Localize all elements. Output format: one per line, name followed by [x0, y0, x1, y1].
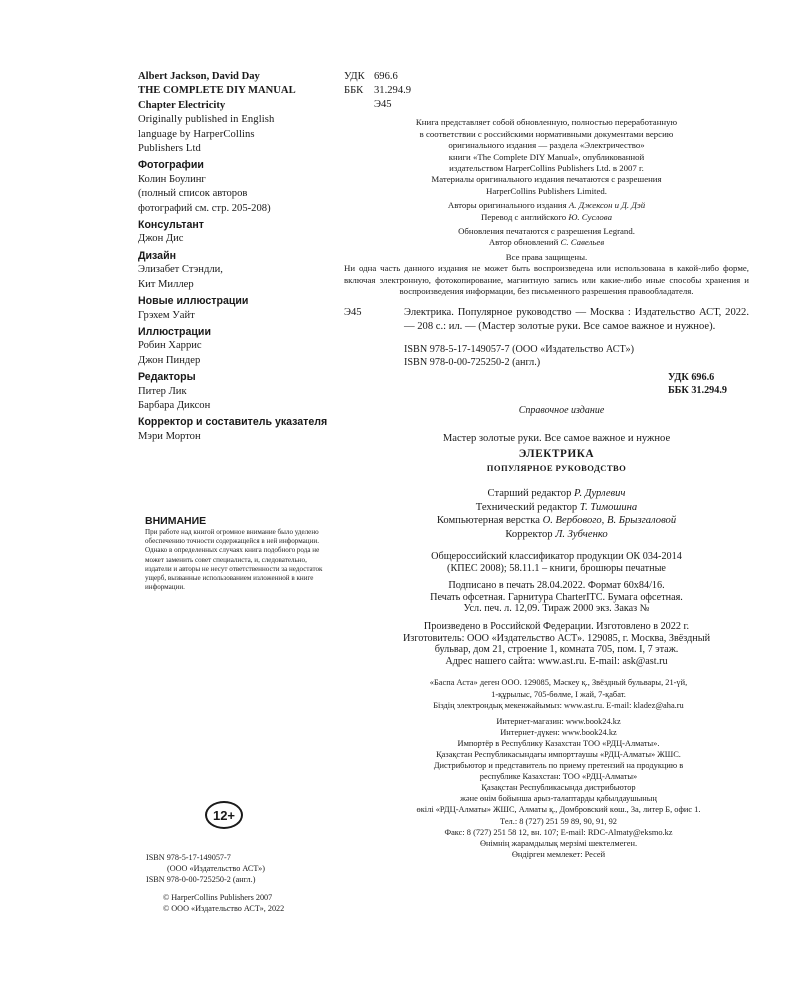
book-title: ЭЛЕКТРИКА: [518, 448, 595, 461]
authors-and-translation: Авторы оригинального издания А. Джексон и Д. Дэй Перевод с английского Ю. Суслова: [447, 200, 646, 222]
rights-text: Ни одна часть данного издания не может быть воспроизведена или использована в какой-либо форме, включая электронную, фотокопирование, магнитную запись или какие-либо иные способы хранения и воспроизведения информации, без письменного разрешения правообладателя.: [344, 263, 749, 297]
credit-name: Элизабет Стэндли,: [138, 264, 223, 276]
updates-note: Обновления печатаются с разрешения Legrand. Автор обновлений С. Савельев: [458, 226, 635, 248]
warning-text: При работе над книгой огромное внимание было уделено обеспечению точности содержащейся в ней информации. Однако в определенных случаях книга подобного рода не может заменить совет специалиста, и, следовательно, издатели и авторы не несут ответственности за недостаток ущерб, вызванные использованием изложенной в книге информации.: [145, 528, 323, 592]
credits-column: [138, 70, 328, 446]
credit-illustrations: [138, 325, 328, 368]
kazakhstan-distribution-info: Интернет-магазин: www.book24.kz Интернет-дүкен: www.book24.kz Импортёр в Республику Казахстан ТОО «РДЦ-Алматы». Қазақстан Республикасындағы импорттаушы «РДЦ-Алматы» ЖШС. Дистрибьютор и представитель по приему претензий на продукцию в республике Казахстан: ТОО «РДЦ-Алматы» Қазақстан Республикасында дистрибьютор және өнім бойынша арыз-талаптарды қабылдаушының өкілі «РДЦ-Алматы» ЖШС, Алматы қ., Домбровский көш., 3а, литер Б, офис 1. Тел.: 8 (727) 251 59 89, 90, 91, 92 Факс: 8 (727) 251 58 12, вн. 107; E-mail: RDC-Almaty@eksmo.kz Өнімнің жарамдылық мерзімі шектелмеген. Өндірген мемлекет: Ресей: [416, 716, 701, 859]
credit-name: Джон Пиндер: [138, 354, 201, 366]
credit-photos: [138, 158, 328, 216]
credit-role: Консультант: [138, 219, 204, 232]
credit-name: Грэхем Уайт: [138, 309, 195, 321]
book-description: Книга представляет собой обновленную, полностью переработанную в соответствии с российскими нормативными документами версию оригинального издания — раздела «Электричество» книги «The Complete DIY Manual», опубликованной издательством HarperCollins Publishers Ltd. в 2007 г. Материалы оригинального издания печатаются с разрешения HarperCollins Publishers Limited.: [415, 117, 678, 196]
credit-name: Кит Миллер: [138, 278, 194, 290]
credit-name: Колин Боулинг: [138, 173, 206, 185]
catalog-text: Электрика. Популярное руководство — Москва : Издательство АСТ, 2022. — 208 с.: ил. — (Мастер золотые руки. Все самое важное и нужное).: [404, 307, 749, 333]
rights-block: [344, 252, 749, 298]
credit-proofreader: [138, 415, 328, 444]
editorial-staff: Старший редактор Р. Дурлевич Технический редактор Т. Тимошина Компьютерная верстка О. Вербового, В. Брызгаловой Корректор Л. Зубченко: [436, 488, 677, 540]
warning-title: ВНИМАНИЕ: [145, 515, 207, 527]
credit-role: Иллюстрации: [138, 325, 211, 338]
credit-role: Корректор и составитель указателя: [138, 416, 328, 429]
imprint-column: [344, 70, 749, 860]
manufacturer-details: Произведено в Российской Федерации. Изготовлено в 2022 г. Изготовитель: ООО «Издательство АСТ». 129085, г. Москва, Звёздный бульвар, дом 21, строение 1, комната 705, пом. I, 7 этаж. Адрес нашего сайта: www.ast.ru. E-mail: ask@ast.ru: [402, 621, 711, 667]
credit-name: фотографий см. стр. 205-208): [138, 202, 271, 214]
isbn-right-block: ISBN 978-5-17-149057-7 (ООО «Издательство АСТ») ISBN 978-0-00-725250-2 (англ.): [404, 343, 634, 368]
credit-name: Джон Дис: [138, 233, 184, 245]
credit-role: Новые иллюстрации: [138, 295, 249, 308]
credit-consultant: [138, 218, 328, 247]
series-title: Мастер золотые руки. Все самое важное и нужное: [442, 433, 671, 445]
copyright-block: © HarperCollins Publishers 2007 © ООО «Издательство АСТ», 2022: [163, 893, 285, 913]
credit-editors: [138, 370, 328, 413]
isbn-left-block: ISBN 978-5-17-149057-7 (ООО «Издательство АСТ») ISBN 978-0-00-725250-2 (англ.): [146, 853, 265, 884]
kazakh-publisher-info: «Баспа Аста» деген ООО. 129085, Мәскеу қ., Звёздный бульвары, 21-үй, 1-құрылыс, 705-бөлме, I жай, 7-қабат. Біздің электрондық мекенжайымыз: www.ast.ru. E-mail: kladez@aha.ru: [429, 678, 688, 710]
credit-name: Мэри Мортон: [138, 430, 201, 442]
catalog-code: Э45: [344, 307, 362, 319]
credit-role: Дизайн: [138, 249, 176, 262]
credit-new-illustrations: [138, 294, 328, 323]
original-chapter: Chapter Electricity: [138, 99, 226, 111]
credit-name: (полный список авторов: [138, 188, 248, 200]
book-subtitle: ПОПУЛЯРНОЕ РУКОВОДСТВО: [486, 463, 627, 474]
print-details: Подписано в печать 28.04.2022. Формат 60x84/16. Печать офсетная. Гарнитура CharterITC. Бумага офсетная. Усл. печ. л. 12,09. Тираж 2000 экз. Заказ №: [430, 580, 683, 615]
product-classifier: Общероссийский классификатор продукции ОК 034-2014 (КПЕС 2008); 58.11.1 – книги, брошюры печатные: [431, 551, 682, 574]
original-title: THE COMPLETE DIY MANUAL: [138, 85, 296, 97]
credit-role: Редакторы: [138, 371, 196, 384]
credit-role: Фотографии: [138, 159, 204, 172]
credit-name: Робин Харрис: [138, 340, 202, 352]
credit-name: Барбара Диксон: [138, 399, 211, 411]
udk-bottom-block: УДК 696.6 ББК 31.294.9: [667, 372, 727, 397]
udk-top-block: УДК 696.6 ББК 31.294.9 Э45: [344, 71, 412, 110]
catalog-entry: [344, 306, 749, 333]
age-rating-badge: 12+: [205, 801, 243, 829]
rights-title: Все права защищены.: [505, 251, 588, 262]
original-authors: Albert Jackson, David Day: [138, 71, 260, 82]
reference-edition-label: Справочное издание: [518, 405, 605, 417]
warning-block: [145, 515, 325, 592]
credit-design: [138, 249, 328, 292]
credit-name: Питер Лик: [138, 385, 187, 397]
original-publisher-note: Originally published in English language by HarperCollins Publishers Ltd: [138, 114, 275, 155]
